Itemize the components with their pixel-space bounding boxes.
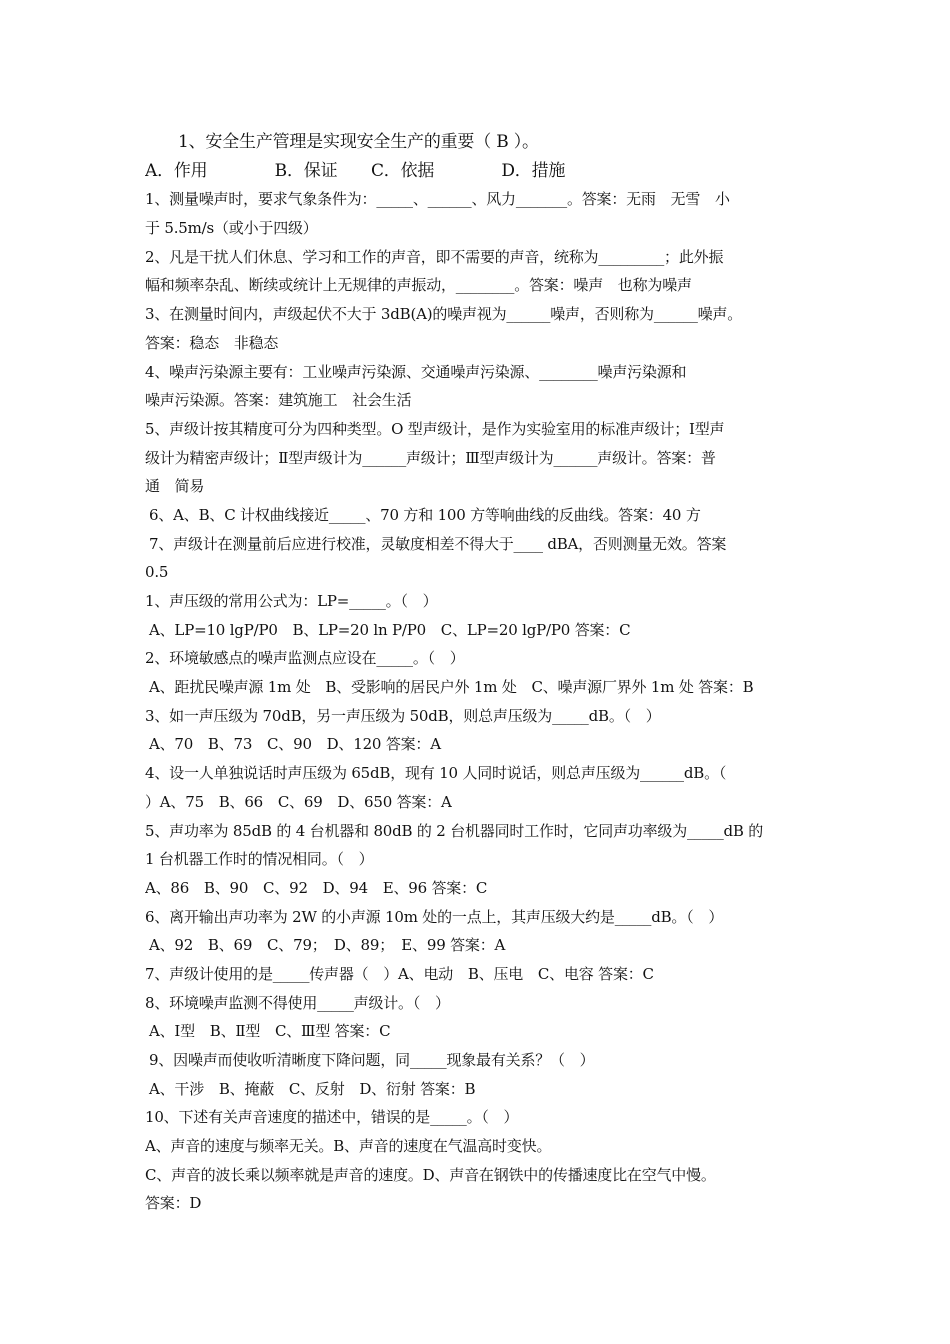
question-line: 噪声污染源。答案：建筑施工 社会生活	[145, 391, 412, 410]
question-line: 2、环境敏感点的噪声监测点应设在_____。（ ）	[145, 649, 465, 668]
answer-line: 答案：D	[145, 1194, 202, 1213]
question-line: 8、环境噪声监测不得使用_____声级计。（ ）	[145, 993, 450, 1012]
question-line: 4、噪声污染源主要有：工业噪声污染源、交通噪声污染源、________噪声污染源和	[145, 362, 687, 381]
question-line: 1、安全生产管理是实现安全生产的重要（ B ）。	[178, 132, 539, 152]
answer-line: 0.5	[145, 563, 169, 582]
options-line: A、92 B、69 C、79； D、89； E、99 答案：A	[149, 936, 506, 955]
options-line: ）A、75 B、66 C、69 D、650 答案：A	[145, 792, 452, 811]
options-line: A、Ⅰ型 B、Ⅱ型 C、Ⅲ型 答案：C	[149, 1022, 391, 1041]
question-line: 级计为精密声级计；Ⅱ型声级计为______声级计；Ⅲ型声级计为______声级计。答案：普	[145, 448, 716, 467]
question-line: 1 台机器工作时的情况相同。（ ）	[145, 850, 374, 869]
options-line: C、声音的波长乘以频率就是声音的速度。D、声音在钢铁中的传播速度比在空气中慢。	[145, 1165, 716, 1184]
question-line: 3、在测量时间内，声级起伏不大于 3dB(A)的噪声视为______噪声，否则称为______噪声。	[145, 305, 743, 324]
question-line: 4、设一人单独说话时声压级为 65dB，现有 10 人同时说话，则总声压级为______dB。（	[145, 764, 727, 783]
question-line: 5、声级计按其精度可分为四种类型。O 型声级计，是作为实验室用的标准声级计；Ⅰ型声	[145, 419, 725, 438]
options-line: A、声音的速度与频率无关。B、声音的速度在气温高时变快。	[145, 1137, 552, 1156]
options-line: A、86 B、90 C、92 D、94 E、96 答案：C	[145, 878, 488, 897]
question-line: 9、因噪声而使收听清晰度下降问题，同_____现象最有关系？（ ）	[149, 1051, 595, 1069]
question-line: 3、如一声压级为 70dB，另一声压级为 50dB，则总声压级为_____dB。（ ）	[145, 706, 661, 725]
document-body	[145, 128, 807, 1218]
answer-line: 通 简易	[145, 477, 205, 496]
question-line: 10、下述有关声音速度的描述中，错误的是_____。（ ）	[145, 1108, 519, 1127]
options-line: A、70 B、73 C、90 D、120 答案：A	[149, 735, 441, 754]
answer-line: 答案：稳态 非稳态	[145, 333, 279, 352]
options-line: A、距扰民噪声源 1m 处 B、受影响的居民户外 1m 处 C、噪声源厂界外 1m 处 答案：B	[149, 678, 754, 697]
options-line: A、干涉 B、掩蔽 C、反射 D、衍射 答案：B	[149, 1079, 476, 1098]
question-line: 1、声压级的常用公式为：LP=_____。（ ）	[145, 592, 438, 610]
question-line: 7、声级计使用的是_____传声器（ ）A、电动 B、压电 C、电容 答案：C	[145, 964, 654, 983]
question-line: 6、A、B、C 计权曲线接近_____、70 方和 100 方等响曲线的反曲线。答案：40 方	[149, 505, 701, 524]
options-line: A．作用 B．保证 C．依据 D．措施	[145, 160, 566, 181]
question-line: 1、测量噪声时，要求气象条件为：_____、______、风力_______。答案：无雨 无雪 小	[145, 190, 730, 209]
question-line: 2、凡是干扰人们休息、学习和工作的声音，即不需要的声音，统称为_________；此外振	[145, 247, 724, 266]
question-line: 5、声功率为 85dB 的 4 台机器和 80dB 的 2 台机器同时工作时，它同声功率级为_____dB 的	[145, 821, 764, 840]
options-line: A、LP=10 lgP/P0 B、LP=20 ln P/P0 C、LP=20 lgP/P0 答案：C	[149, 620, 631, 639]
question-line: 6、离开输出声功率为 2W 的小声源 10m 处的一点上，其声压级大约是_____dB。（ ）	[145, 907, 724, 926]
question-line: 幅和频率杂乱、断续或统计上无规律的声振动，________。答案：噪声 也称为噪声	[145, 276, 692, 295]
question-line: 于 5.5m/s（或小于四级）	[145, 219, 318, 238]
question-line: 7、声级计在测量前后应进行校准，灵敏度相差不得大于____ dBA，否则测量无效。答案	[149, 534, 727, 553]
